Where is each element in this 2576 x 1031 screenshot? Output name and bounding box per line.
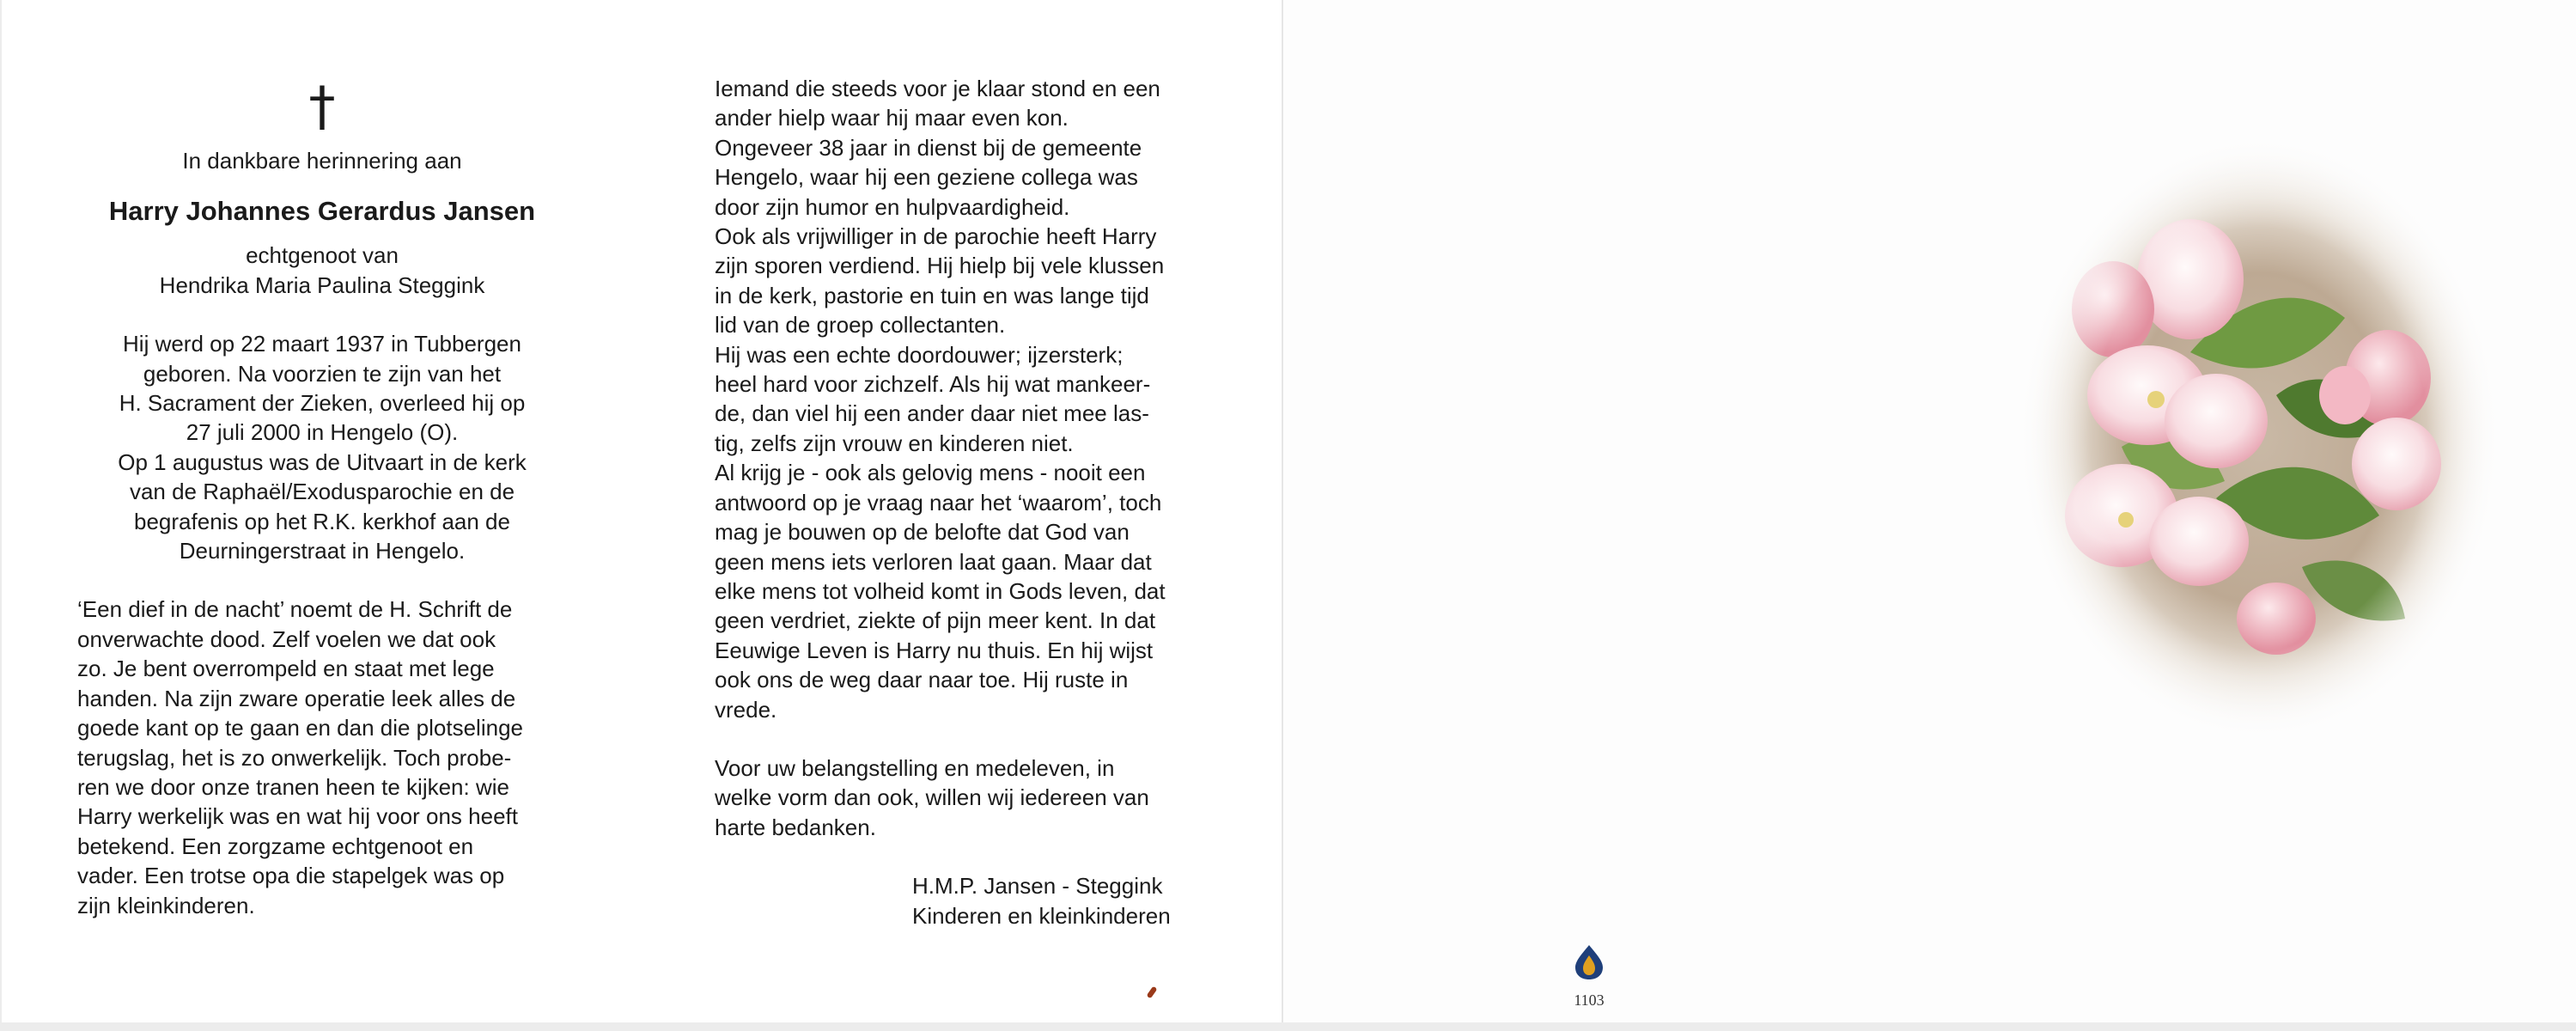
text-line: zijn kleinkinderen. (77, 892, 255, 918)
text-line: welke vorm dan ook, willen wij iedereen van (715, 784, 1149, 811)
memorial-heading: In dankbare herinnering aan (182, 148, 462, 174)
text-line: Eeuwige Leven is Harry nu thuis. En hij wijst (715, 637, 1154, 663)
text-line: terugslag, het is zo onwerkelijk. Toch probe- (77, 744, 512, 771)
bio-line: 27 juli 2000 in Hengelo (O). (186, 419, 459, 446)
text-line: onverwachte dood. Zelf voelen we dat ook (77, 625, 496, 652)
left-column (77, 76, 567, 920)
text-line: zijn sporen verdiend. Hij hielp bij vele klussen (715, 253, 1165, 279)
text-line: tig, zelfs zijn vrouw en kinderen niet. (715, 430, 1074, 456)
bio-line: Op 1 augustus was de Uitvaart in de kerk (118, 448, 527, 475)
signature-line: H.M.P. Jansen - Steggink (912, 873, 1163, 900)
spouse-name: Hendrika Maria Paulina Steggink (159, 271, 485, 298)
text-line: harte bedanken. (715, 814, 876, 840)
bio-line: geboren. Na voorzien te zijn van het (143, 360, 502, 387)
text-line: in de kerk, pastorie en tuin en was lange tijd (715, 282, 1149, 308)
text-line: vrede. (715, 696, 777, 723)
bio-line: van de Raphaël/Exodusparochie en de (129, 479, 515, 505)
text-line: Al krijg je - ook als gelovig mens - nooit een (715, 460, 1146, 486)
bio-block (77, 329, 567, 565)
spouse-label: echtgenoot van (246, 242, 399, 269)
deceased-name: Harry Johannes Gerardus Jansen (108, 196, 536, 227)
signature-block (912, 871, 1201, 930)
right-column (715, 74, 1201, 930)
text-line: antwoord op je vraag naar het ‘waarom’, toch (715, 489, 1162, 516)
bio-line: begrafenis op het R.K. kerkhof aan de (134, 508, 510, 534)
text-line: Hengelo, waar hij een geziene collega was (715, 164, 1138, 191)
text-line: geen verdriet, ziekte of pijn meer kent. In dat (715, 607, 1156, 634)
text-line: door zijn humor en hulpvaardigheid. (715, 193, 1070, 220)
text-line: handen. Na zijn zware operatie leek alles de (77, 685, 516, 711)
blossom-photo (2019, 137, 2500, 739)
text-line: Hij was een echte doordouwer; ijzersterk; (715, 341, 1124, 368)
text-line: ook ons de weg daar naar toe. Hij ruste in (715, 667, 1129, 693)
bio-line: H. Sacrament der Zieken, overleed hij op (119, 390, 526, 417)
text-line: vader. Een trotse opa die stapelgek was op (77, 863, 505, 889)
text-line: betekend. Een zorgzame echtgenoot en (77, 833, 474, 859)
cross-icon: † (308, 75, 336, 137)
text-line: ander hielp waar hij maar even kon. (715, 105, 1069, 131)
text-line: Harry werkelijk was en wat hij voor ons heeft (77, 803, 518, 830)
text-line: geen mens iets verloren laat gaan. Maar dat (715, 548, 1152, 575)
text-line: zo. Je bent overrompeld en staat met lege (77, 656, 495, 682)
text-line: Iemand die steeds voor je klaar stond en een (715, 76, 1160, 101)
text-line: ‘Een dief in de nacht’ noemt de H. Schrift de (77, 596, 513, 623)
text-line: mag je bouwen op de belofte dat God van (715, 519, 1130, 546)
signature-line: Kinderen en kleinkinderen (912, 902, 1171, 929)
bio-line: Hij werd op 22 maart 1937 in Tubbergen (123, 331, 521, 357)
card-number: 1103 (1574, 991, 1605, 1009)
card-fold (1282, 0, 1283, 1022)
text-line: de, dan viel hij een ander daar niet mee las- (715, 400, 1149, 427)
bio-line: Deurningerstraat in Hengelo. (179, 538, 466, 564)
text-line: lid van de groep collectanten. (715, 312, 1006, 339)
publisher-logo-icon (1572, 943, 1606, 981)
tribute-text-right (715, 74, 1201, 724)
thanks-text (715, 753, 1201, 842)
text-line: Ook als vrijwilliger in de parochie heeft Harry (715, 223, 1157, 250)
text-line: ren we door onze tranen heen te kijken: wie (77, 773, 509, 800)
text-line: elke mens tot volheid komt in Gods leven, dat (715, 577, 1166, 604)
text-line: Voor uw belangstelling en medeleven, in (715, 754, 1115, 781)
text-line: heel hard voor zichzelf. Als hij wat mankeer- (715, 371, 1151, 398)
text-line: Ongeveer 38 jaar in dienst bij de gemeente (715, 134, 1142, 161)
tribute-text-left (77, 595, 567, 919)
text-line: goede kant op te gaan en dan die plotselinge (77, 715, 523, 741)
